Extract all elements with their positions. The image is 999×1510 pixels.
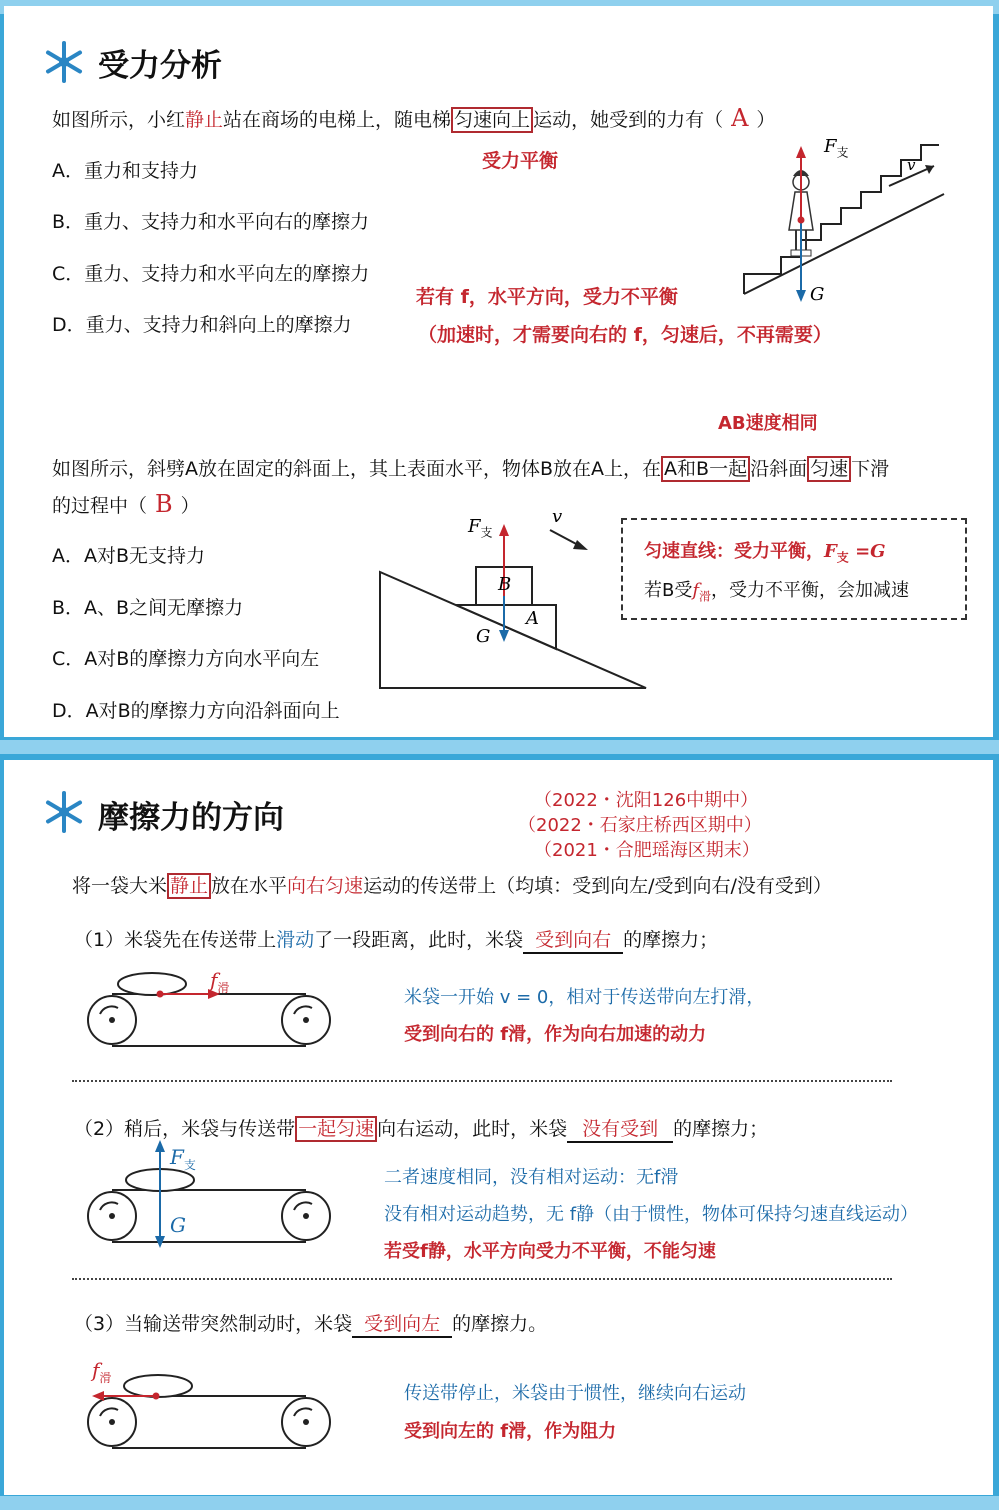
stem-text: 的摩擦力。 bbox=[452, 1313, 548, 1335]
section-title: 受力分析 bbox=[98, 48, 222, 84]
option-b: B．A、B之间无摩擦力 bbox=[52, 597, 244, 619]
conveyor-belt-3 bbox=[88, 1366, 338, 1446]
stem-text: 运动的传送带上（均填：受到向左/受到向右/没有受到） bbox=[363, 875, 832, 897]
question-1-stem bbox=[52, 104, 775, 132]
stem-text: 沿斜面 bbox=[750, 458, 808, 480]
label-G: =G bbox=[848, 541, 886, 562]
label-F-sub: 支 bbox=[836, 145, 849, 160]
keyword-uniform-up: 匀速向上 bbox=[451, 107, 533, 133]
friction-direction-panel bbox=[4, 760, 993, 1495]
label-f: f bbox=[210, 968, 218, 992]
option-d: D．重力、支持力和斜向上的摩擦力 bbox=[52, 314, 352, 336]
part-3-note-2: 受到向左的 f滑，作为阻力 bbox=[404, 1421, 617, 1442]
label-f-sub: 滑 bbox=[699, 589, 712, 604]
keyword-uniform: 匀速 bbox=[807, 456, 851, 482]
label-F: F bbox=[170, 1145, 184, 1169]
keyword-static: 静止 bbox=[167, 873, 211, 899]
label-F-sub: 支 bbox=[836, 550, 849, 565]
support-force-label bbox=[824, 136, 849, 161]
option-b: B．重力、支持力和水平向右的摩擦力 bbox=[52, 211, 370, 233]
label-f: f bbox=[92, 1358, 100, 1382]
stem-text: 运动，她受到的力有（ bbox=[533, 109, 724, 131]
answer: A bbox=[731, 104, 749, 132]
block-b-label: B bbox=[498, 574, 512, 595]
force-analysis-panel bbox=[4, 6, 993, 737]
uniform-motion-note-box bbox=[621, 518, 967, 620]
label-f-sub: 滑 bbox=[217, 981, 230, 995]
option-c: C．重力、支持力和水平向左的摩擦力 bbox=[52, 263, 370, 285]
middle-strip bbox=[0, 740, 999, 754]
divider bbox=[72, 1080, 892, 1082]
answer-blank: 受到向右 bbox=[523, 925, 623, 954]
question-2-stem-line2 bbox=[52, 490, 200, 518]
gravity-label: G bbox=[170, 1213, 186, 1237]
note-box-line-1 bbox=[644, 537, 886, 566]
velocity-label: v bbox=[907, 156, 916, 174]
label-F-sub: 支 bbox=[480, 525, 493, 540]
keyword-together: A和B一起 bbox=[661, 456, 750, 482]
keyword-sliding: 滑动 bbox=[276, 929, 315, 951]
keyword-uniform-right: 向右匀速 bbox=[287, 875, 364, 897]
label-F-sub: 支 bbox=[183, 1158, 196, 1172]
divider bbox=[72, 1278, 892, 1280]
gravity-label: G bbox=[810, 284, 825, 305]
label-f-sub: 滑 bbox=[99, 1371, 112, 1385]
option-a: A．A对B无支持力 bbox=[52, 545, 206, 567]
stem-text: （2）稍后，米袋与传送带 bbox=[74, 1118, 296, 1140]
stem-text: 站在商场的电梯上，随电梯 bbox=[223, 109, 452, 131]
friction-label bbox=[210, 968, 229, 996]
note-friction-2: （加速时，才需要向右的 f，匀速后，不再需要） bbox=[418, 324, 832, 346]
stem-text: ） bbox=[180, 495, 200, 517]
snowflake-icon bbox=[42, 40, 86, 84]
gravity-label: G bbox=[476, 626, 491, 647]
note-friction-1: 若有 f，水平方向，受力不平衡 bbox=[416, 286, 678, 308]
stem-text: 放在水平 bbox=[211, 875, 288, 897]
stem-text: 了一段距离，此时，米袋 bbox=[314, 929, 524, 951]
stem-text: 的过程中（ bbox=[52, 495, 148, 517]
stem-text: 将一袋大米 bbox=[72, 875, 168, 897]
note-box-line-2 bbox=[644, 576, 909, 605]
rice-bag bbox=[118, 973, 186, 995]
label-F: F bbox=[468, 516, 481, 537]
note-text: 匀速直线：受力平衡， bbox=[644, 541, 824, 562]
part-3-question bbox=[74, 1309, 547, 1338]
note-text: 若B受 bbox=[644, 580, 693, 601]
part-2-question bbox=[74, 1114, 768, 1143]
label-f: f bbox=[692, 580, 700, 601]
option-a: A．重力和支持力 bbox=[52, 160, 198, 182]
main-stem bbox=[72, 871, 832, 898]
note-balance: 受力平衡 bbox=[482, 150, 559, 172]
source-3: （2021・合肥瑶海区期末） bbox=[534, 840, 760, 861]
note-same-speed: AB速度相同 bbox=[718, 413, 818, 434]
block-a-label: A bbox=[526, 608, 539, 629]
part-3-note-1: 传送带停止，米袋由于惯性，继续向右运动 bbox=[404, 1383, 746, 1404]
answer: B bbox=[155, 490, 173, 518]
part-2-note-2: 没有相对运动趋势，无 f静（由于惯性，物体可保持匀速直线运动） bbox=[384, 1204, 919, 1225]
snowflake-icon bbox=[42, 790, 86, 834]
conveyor-belt-2 bbox=[88, 1140, 338, 1255]
support-force-label bbox=[170, 1145, 196, 1173]
part-1-note-1: 米袋一开始 v = 0，相对于传送带向左打滑， bbox=[404, 987, 765, 1008]
part-1-question bbox=[74, 925, 718, 954]
stem-text: 的摩擦力； bbox=[623, 929, 719, 951]
block-a bbox=[456, 605, 556, 649]
stem-text: 如图所示，斜劈A放在固定的斜面上，其上表面水平，物体B放在A上，在 bbox=[52, 458, 662, 480]
stem-text: （3）当输送带突然制动时，米袋 bbox=[74, 1313, 353, 1335]
option-d: D．A对B的摩擦力方向沿斜面向上 bbox=[52, 700, 340, 722]
support-force-label bbox=[468, 516, 493, 541]
stem-text: 下滑 bbox=[851, 458, 890, 480]
option-c: C．A对B的摩擦力方向水平向左 bbox=[52, 648, 320, 670]
question-2-stem bbox=[52, 454, 889, 481]
keyword-together: 一起匀速 bbox=[295, 1116, 377, 1142]
stem-text: 如图所示，小红 bbox=[52, 109, 186, 131]
stem-text: 向右运动，此时，米袋 bbox=[377, 1118, 568, 1140]
label-F: F bbox=[824, 541, 837, 562]
velocity-label: v bbox=[552, 506, 563, 527]
note-text: ，受力不平衡，会加减速 bbox=[711, 580, 910, 601]
section-title: 摩擦力的方向 bbox=[98, 800, 284, 836]
part-1-note-2: 受到向右的 f滑，作为向右加速的动力 bbox=[404, 1024, 707, 1045]
label-F: F bbox=[824, 136, 837, 157]
stem-text: 的摩擦力； bbox=[673, 1118, 769, 1140]
answer-blank: 没有受到 bbox=[567, 1114, 673, 1143]
keyword-static: 静止 bbox=[185, 109, 224, 131]
part-2-note-1: 二者速度相同，没有相对运动：无f滑 bbox=[384, 1167, 679, 1188]
source-1: （2022・沈阳126中期中） bbox=[534, 790, 759, 811]
friction-label bbox=[92, 1358, 111, 1386]
stem-text: （1）米袋先在传送带上 bbox=[74, 929, 277, 951]
source-2: （2022・石家庄桥西区期中） bbox=[518, 815, 762, 836]
answer-blank: 受到向左 bbox=[352, 1309, 452, 1338]
part-2-note-3: 若受f静，水平方向受力不平衡，不能匀速 bbox=[384, 1241, 716, 1262]
stem-text: ） bbox=[756, 109, 776, 131]
